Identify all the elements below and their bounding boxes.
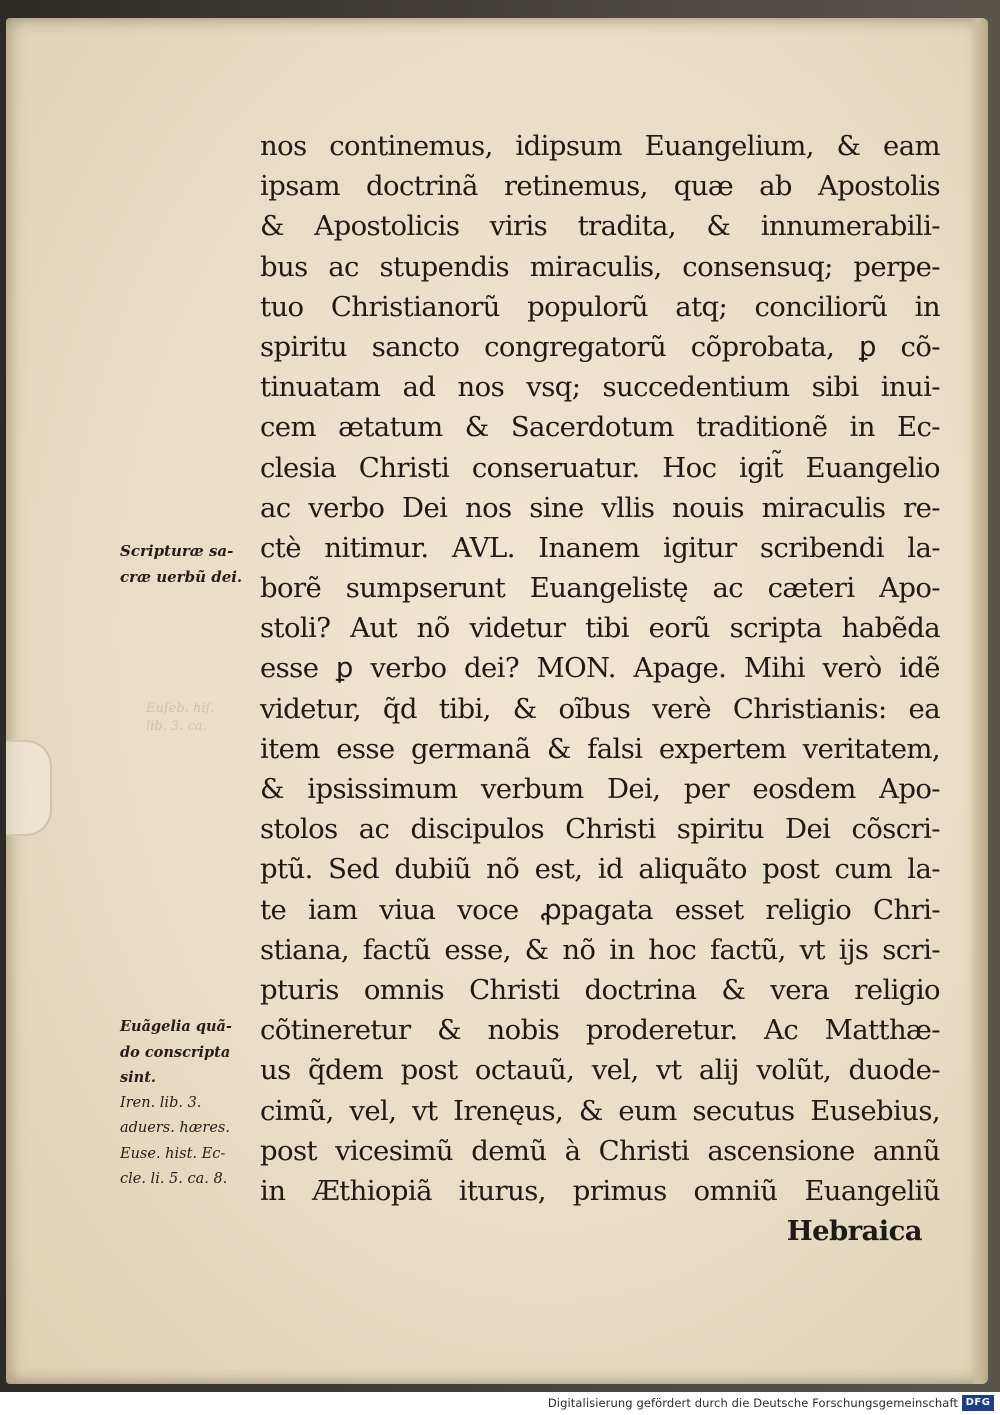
margin-note-reference: aduers. hæres. (120, 1120, 230, 1136)
text-line: stolos ac discipulos Christi spiritu Dei cõscri- (260, 813, 940, 846)
main-text-block (260, 126, 940, 1251)
text-line: in Æthiopiã iturus, primus omniũ Euangeliũ (260, 1174, 940, 1207)
text-line: tuo Christianorũ populorũ atq; conciliorũ in (260, 290, 940, 323)
margin-note-scripture (120, 538, 242, 590)
text-line: cõtineretur & nobis proderetur. Ac Matthæ- (260, 1014, 940, 1047)
page-clip-mark (6, 740, 52, 836)
margin-note-line: cræ uerbũ dei. (120, 568, 243, 586)
text-line: pturis omnis Christi doctrina & vera religio (260, 973, 940, 1006)
text-line: tinuatam ad nos vsq; succedentium sibi inui- (260, 371, 940, 404)
margin-note-line: Euãgelia quã- (120, 1018, 232, 1035)
dfg-logo: DFG (962, 1395, 994, 1411)
text-line: ptũ. Sed dubiũ nõ est, id aliquãto post cum la- (260, 853, 940, 886)
text-line: ctè nitimur. AVL. Inanem igitur scribendi la- (260, 531, 940, 564)
text-line: spiritu sancto congregatorũ cõprobata, ꝑ cõ- (260, 330, 940, 363)
page-edge (970, 18, 988, 1384)
text-line: bus ac stupendis miraculis, consensuq; perpe- (260, 250, 940, 283)
text-line: videtur, q̃d tibi, & oĩbus verè Christianis: ea (260, 692, 940, 725)
text-line: te iam viua voce ꝓpagata esset religio Chri- (260, 893, 940, 926)
text-line: stoli? Aut nõ videtur tibi eorũ scripta habẽda (260, 612, 940, 645)
margin-note-line: Scripturæ sa- (120, 542, 234, 560)
text-line: ac verbo Dei nos sine vllis nouis miraculis re- (260, 491, 940, 524)
funding-credit: Digitalisierung gefördert durch die Deutsche Forschungsgemeinschaft (547, 1396, 958, 1410)
margin-note-reference: Euse. hist. Ec- (120, 1145, 226, 1162)
text-line: & ipsissimum verbum Dei, per eosdem Apo- (260, 773, 940, 805)
margin-note-line: do conscripta (120, 1043, 231, 1061)
text-line: stiana, factũ esse, & nõ in hoc factũ, vt ijs scri- (260, 933, 940, 966)
text-line: clesia Christi conseruatur. Hoc igit̃ Euangelio (260, 451, 940, 484)
text-line: & Apostolicis viris tradita, & innumerabili- (260, 210, 940, 243)
text-line: post vicesimũ demũ à Christi ascensione annũ (260, 1134, 940, 1167)
margin-note-line: sint. (120, 1069, 156, 1086)
catchword: Hebraica (786, 1215, 922, 1248)
text-line: borẽ sumpserunt Euangelistę ac cæteri Apo- (260, 572, 940, 605)
text-line: esse ꝑ verbo dei? MON. Apage. Mihi verò idẽ (260, 652, 940, 685)
show-through-text: Euſeb. hiſ. lib. 3. ca. (146, 701, 215, 734)
text-line: us q̃dem post octauũ, vel, vt alij volũt, duode- (260, 1054, 940, 1087)
text-line: item esse germanã & falsi expertem veritatem, (260, 732, 940, 765)
text-line: cem ætatum & Sacerdotum traditionẽ in Ec- (260, 411, 940, 444)
footer-bar (0, 1392, 1000, 1415)
margin-note-reference: Iren. lib. 3. (120, 1094, 202, 1111)
text-line: cimũ, vel, vt Irenęus, & eum secutus Eusebius, (260, 1094, 940, 1127)
margin-note-reference: cle. li. 5. ca. 8. (120, 1171, 228, 1187)
margin-note-gospels (120, 1014, 232, 1193)
text-line: ipsam doctrinã retinemus, quæ ab Apostolis (260, 170, 940, 203)
text-line: nos continemus, idipsum Euangelium, & eam (260, 130, 940, 162)
